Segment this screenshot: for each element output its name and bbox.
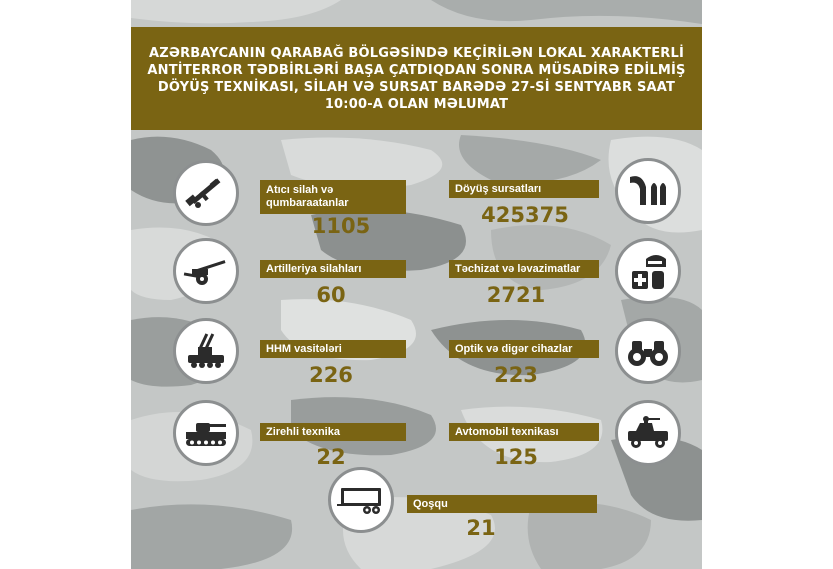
artillery-circle <box>173 238 239 304</box>
military-vehicle-icon <box>622 407 674 459</box>
equipment-circle <box>615 238 681 304</box>
armored-value: 22 <box>316 445 346 469</box>
ammunition-circle <box>615 158 681 224</box>
small-arms-value: 1105 <box>311 214 371 238</box>
artillery-label: Artilleriya silahları <box>260 260 406 278</box>
artillery-value: 60 <box>316 283 346 307</box>
ammunition-value: 425375 <box>481 203 569 227</box>
small-arms-label: Atıcı silah və qumbaraatanlar <box>260 180 406 214</box>
gear-supplies-icon <box>622 245 674 297</box>
armored-label: Zirehli texnika <box>260 423 406 441</box>
equipment-label: Təchizat və ləvazimatlar <box>449 260 599 278</box>
infographic-poster <box>131 0 702 569</box>
binoculars-icon <box>622 325 674 377</box>
ammunition-label: Döyüş sursatları <box>449 180 599 198</box>
armored-circle <box>173 400 239 466</box>
vehicles-circle <box>615 400 681 466</box>
small-arms-circle <box>173 160 239 226</box>
trailers-value: 21 <box>466 516 496 540</box>
header-banner <box>131 27 702 130</box>
ammunition-icon <box>622 165 674 217</box>
rifle-icon <box>180 167 232 219</box>
trailer-icon <box>335 474 387 526</box>
air-defense-icon <box>180 325 232 377</box>
air-defense-label: HHM vasitələri <box>260 340 406 358</box>
equipment-value: 2721 <box>486 283 546 307</box>
optics-value: 223 <box>494 363 538 387</box>
trailers-label: Qoşqu <box>407 495 597 513</box>
cannon-icon <box>180 245 232 297</box>
tank-icon <box>180 407 232 459</box>
vehicles-label: Avtomobil texnikası <box>449 423 599 441</box>
optics-label: Optik və digər cihazlar <box>449 340 599 358</box>
air-defense-value: 226 <box>309 363 353 387</box>
vehicles-value: 125 <box>494 445 538 469</box>
air-defense-circle <box>173 318 239 384</box>
trailers-circle <box>328 467 394 533</box>
optics-circle <box>615 318 681 384</box>
page-title: AZƏRBAYCANIN QARABAĞ BÖLGƏSİNDƏ KEÇİRİLƏN LOKAL XARAKTERLİ ANTİTERROR TƏDBİRLƏRİ BAŞA ÇATDIQDAN SONRA MÜSADİRƏ EDİLMİŞ DÖYÜŞ TEXNİKASI, SİLAH VƏ SURSAT BARƏDƏ 27-Sİ SENTYABR SAAT 10:00-A OLAN MƏLUMAT <box>147 45 686 112</box>
